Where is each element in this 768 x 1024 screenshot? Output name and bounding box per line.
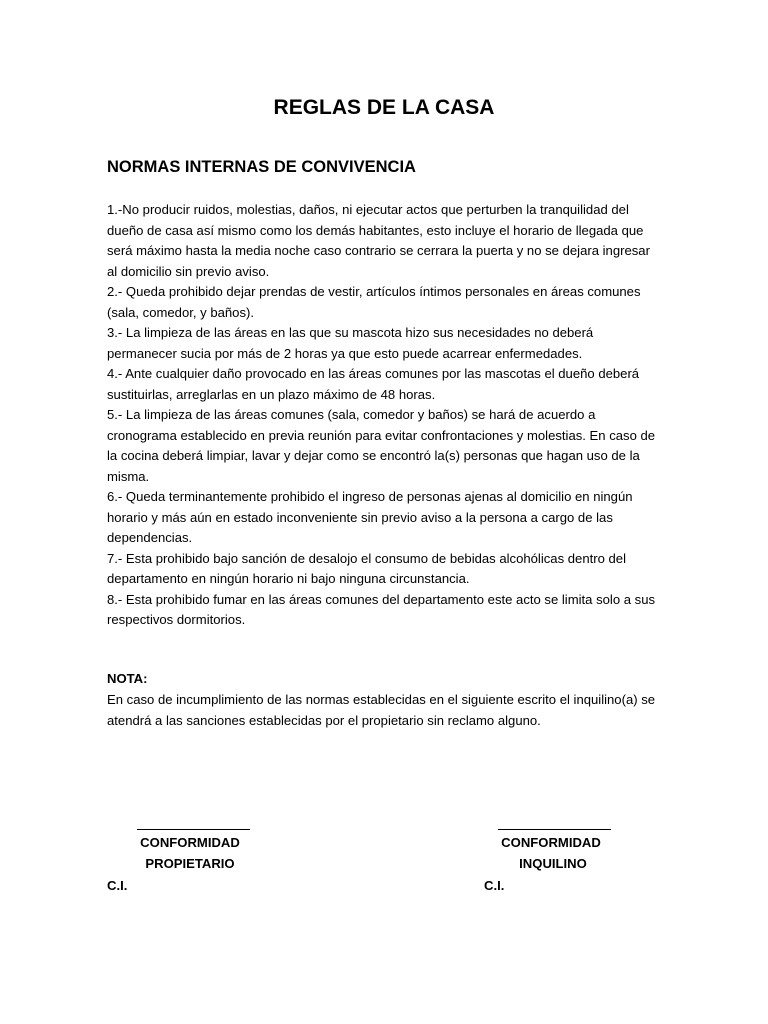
rule-item: 5.- La limpieza de las áreas comunes (sala, comedor y baños) se hará de acuerdo a cronograma establecido en previa reunión para evitar confrontaciones y molestias. En caso de la cocina deberá limpiar, lavar y dejar como se encontró la(s) personas que hagan uso de la misma.	[107, 407, 656, 484]
conformidad-inquilino-label: CONFORMIDAD	[501, 835, 601, 850]
rule-item: 8.- Esta prohibido fumar en las áreas comunes del departamento este acto se limita solo a sus respectivos dormitorios.	[107, 591, 656, 627]
inquilino-label: INQUILINO	[519, 856, 587, 871]
rule-item: 4.- Ante cualquier daño provocado en las áreas comunes por las mascotas el dueño deberá sustituirlas, arreglarlas en un plazo máximo de 48 horas.	[107, 366, 640, 402]
rule-item: 7.- Esta prohibido bajo sanción de desalojo el consumo de bebidas alcohólicas dentro del departamento en ningún horario ni bajo ninguna circunstancia.	[107, 550, 626, 586]
signature-line-propietario	[137, 829, 250, 830]
signature-line-inquilino	[498, 829, 611, 830]
document-subtitle: NORMAS INTERNAS DE CONVIVENCIA	[107, 158, 416, 176]
conformidad-propietario-label: CONFORMIDAD	[140, 835, 240, 850]
nota-text: En caso de incumplimiento de las normas establecidas en el siguiente escrito el inquilino(a) se atendrá a las sanciones establecidas por el propietario sin reclamo alguno.	[107, 692, 656, 728]
ci-propietario-label: C.I.	[107, 878, 128, 893]
rule-item: 3.- La limpieza de las áreas en las que su mascota hizo sus necesidades no deberá permanecer sucia por más de 2 horas ya que esto puede acarrear enfermedades.	[107, 325, 594, 361]
nota-label: NOTA:	[107, 671, 148, 686]
rule-item: 2.- Queda prohibido dejar prendas de vestir, artículos íntimos personales en áreas comunes (sala, comedor, y baños).	[107, 284, 641, 320]
rule-item: 1.-No producir ruidos, molestias, daños, ni ejecutar actos que perturben la tranquilidad del dueño de casa así mismo como los demás habitantes, esto incluye el horario de llegada que será máximo hasta la media noche caso contrario se cerrara la puerta y no se dejara ingresar al domicilio sin previo aviso.	[107, 202, 650, 279]
ci-inquilino-label: C.I.	[484, 878, 505, 893]
rules-list	[107, 200, 662, 631]
document-title: REGLAS DE LA CASA	[273, 96, 495, 119]
propietario-label: PROPIETARIO	[145, 856, 235, 871]
rule-item: 6.- Queda terminantemente prohibido el ingreso de personas ajenas al domicilio en ningún horario y más aún en estado inconveniente sin previo aviso a la persona a cargo de las dependencias.	[107, 489, 633, 545]
